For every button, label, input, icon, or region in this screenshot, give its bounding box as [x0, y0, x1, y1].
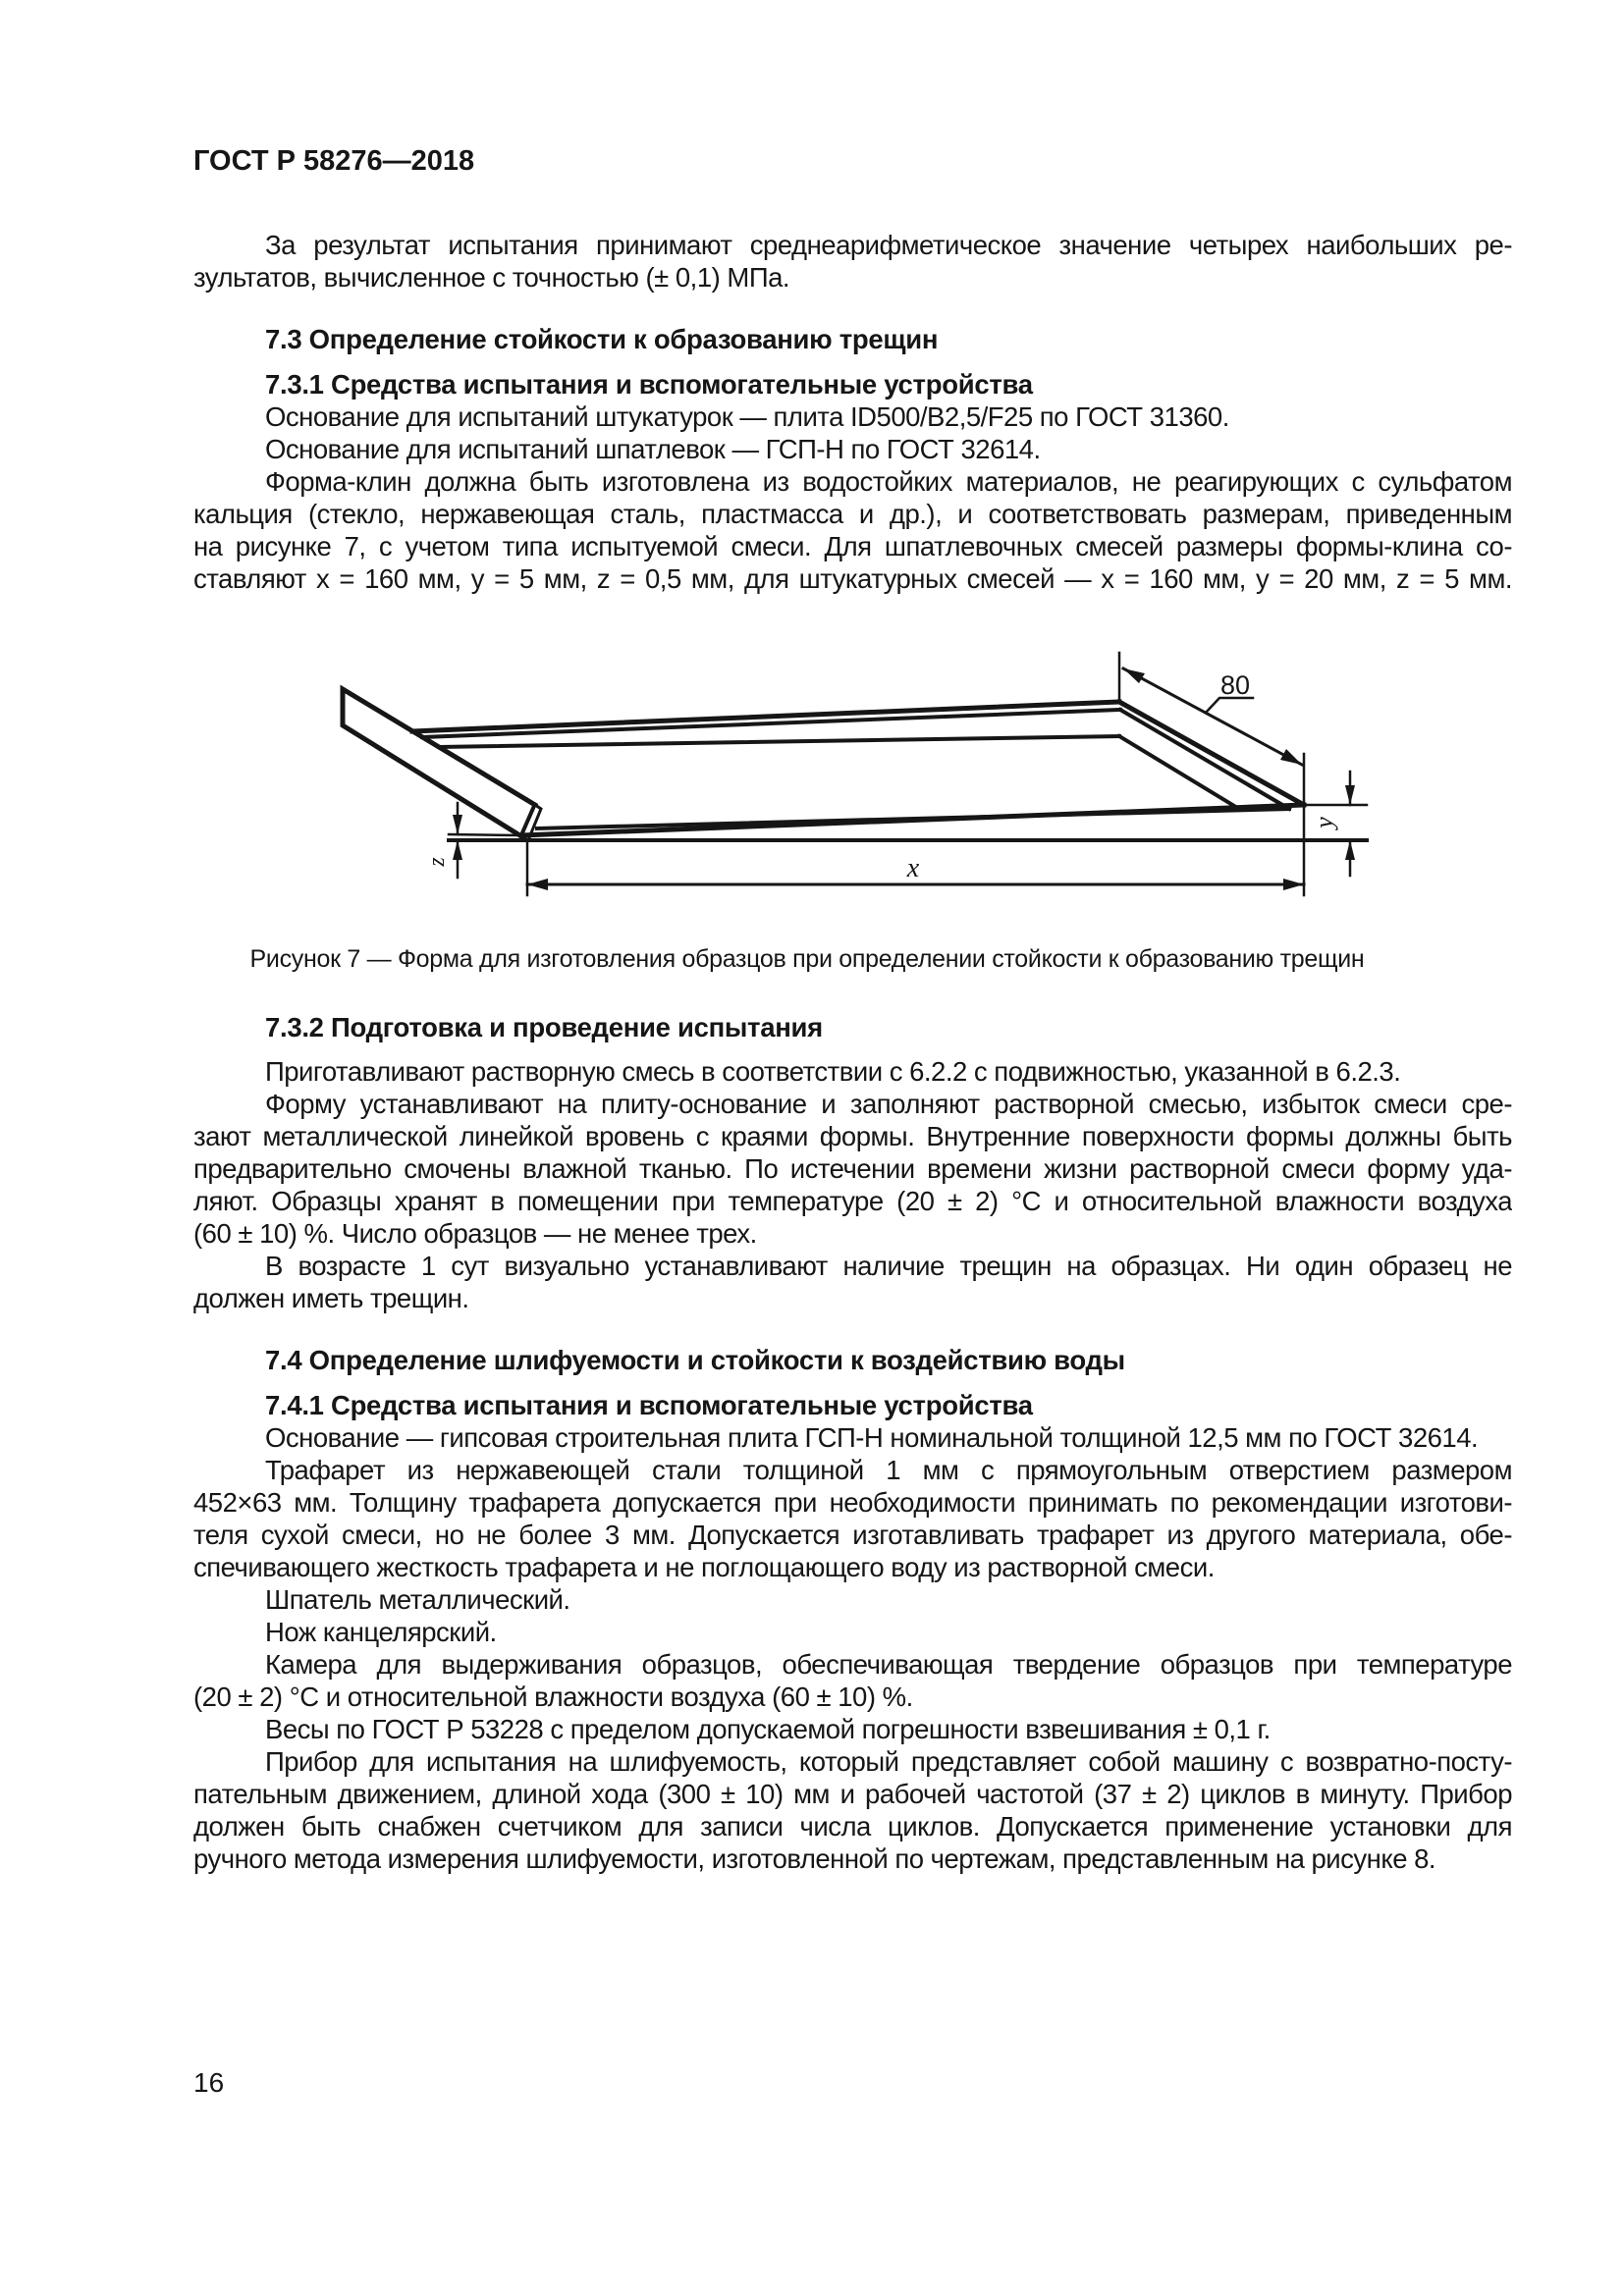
text-line: должен быть снабжен счетчиком для записи числа циклов. Допускается применение установки для	[193, 1811, 1512, 1842]
mould-back-rim-inner	[422, 710, 1120, 737]
text-line: предварительно смочены влажной тканью. По истечении времени жизни растворной смеси форму уда-	[193, 1153, 1512, 1184]
dim-z-arrow-bottom	[453, 840, 462, 860]
dim-z-label: z	[424, 857, 450, 867]
mould-back-rim-outer	[412, 702, 1119, 731]
paragraph-forma	[193, 465, 1512, 595]
text-line: (60 ± 10) %. Число образцов — не менее трех.	[193, 1218, 757, 1249]
dim-x-arrow-right	[1283, 879, 1304, 890]
text-line: Форму устанавливают на плиту-основание и заполняют растворной смесью, избыток смеси сре-	[265, 1089, 1512, 1119]
mould-right-rim-inner	[1120, 710, 1289, 809]
text-line: За результат испытания принимают среднеарифметическое значение четырех наибольших ре-	[265, 230, 1512, 260]
dim-y-arrow-top	[1345, 785, 1355, 805]
text-line: должен иметь трещин.	[193, 1283, 469, 1313]
text-line: Шпатель металлический.	[265, 1584, 570, 1615]
paragraph-bases	[193, 400, 1512, 465]
text-line: В возрасте 1 сут визуально устанавливают наличие трещин на образцах. Ни один образец не	[265, 1251, 1512, 1281]
text-line: ставляют x = 160 мм, y = 5 мм, z = 0,5 мм, для штукатурных смесей — x = 160 мм, y = 20 мм, z = 5 мм.	[193, 563, 1512, 594]
dim-y-arrow-bottom	[1345, 840, 1355, 860]
text-line: зультатов, вычисленное с точностью (± 0,1) МПа.	[193, 262, 790, 293]
heading-7-3: 7.3 Определение стойкости к образованию трещин	[265, 324, 939, 354]
dim-x-label: x	[906, 853, 920, 883]
paragraph-intro	[193, 229, 1512, 294]
dim-80-arrow-bottom	[1280, 749, 1302, 765]
text-line: пательным движением, длиной хода (300 ± 10) мм и рабочей частотой (37 ± 2) циклов в минуту. Прибор	[193, 1779, 1512, 1809]
heading-7-4-1: 7.4.1 Средства испытания и вспомогательные устройства	[265, 1390, 1033, 1420]
text-line: Весы по ГОСТ Р 53228 с пределом допускаемой погрешности взвешивания ± 0,1 г.	[265, 1714, 1271, 1744]
heading-7-3-2: 7.3.2 Подготовка и проведение испытания	[265, 1012, 823, 1042]
text-line: Основание — гипсовая строительная плита ГСП-Н номинальной толщиной 12,5 мм по ГОСТ 32614.	[265, 1422, 1479, 1453]
paragraph-7-3-2	[193, 1055, 1512, 1314]
text-line: Основание для испытаний шпатлевок — ГСП-Н по ГОСТ 32614.	[265, 434, 1041, 464]
paragraph-7-4-1	[193, 1421, 1512, 1875]
text-line: Трафарет из нержавеющей стали толщиной 1 мм с прямоугольным отверстием размером	[265, 1455, 1512, 1485]
mould-front-rim-inner	[537, 809, 1289, 828]
dim-80-arrow-top	[1123, 668, 1145, 683]
wedge-mould-drawing	[295, 628, 1434, 913]
figure-7	[193, 628, 1512, 913]
dim-z-extension	[449, 834, 521, 835]
text-line: теля сухой смеси, но не более 3 мм. Допускается изготавливать трафарет из другого материала, обе-	[193, 1520, 1512, 1550]
text-line: Основание для испытаний штукатурок — плита ID500/B2,5/F25 по ГОСТ 31360.	[265, 401, 1229, 432]
text-line: Прибор для испытания на шлифуемость, который представляет собой машину с возвратно-посту-	[265, 1746, 1512, 1777]
document-header: ГОСТ Р 58276—2018	[193, 145, 475, 177]
heading-7-3-1: 7.3.1 Средства испытания и вспомогательные устройства	[265, 369, 1033, 400]
text-line: (20 ± 2) °С и относительной влажности воздуха (60 ± 10) %.	[193, 1682, 913, 1712]
text-line: Форма-клин должна быть изготовлена из водостойких материалов, не реагирующих с сульфатом	[265, 466, 1512, 497]
text-line: 452×63 мм. Толщину трафарета допускается при необходимости принимать по рекомендации изготови-	[193, 1487, 1512, 1518]
mould-cavity-right-edge	[1119, 736, 1239, 809]
dim-80-label: 80	[1219, 670, 1251, 700]
text-line: Приготавливают растворную смесь в соответствии с 6.2.2 с подвижностью, указанной в 6.2.3.	[265, 1056, 1401, 1087]
dim-y-label: y	[1310, 817, 1338, 828]
text-line: спечивающего жесткость трафарета и не поглощающего воду из растворной смеси.	[193, 1552, 1215, 1582]
dim-80-leader	[1206, 698, 1253, 713]
dim-z-arrow-top	[453, 815, 462, 834]
text-line: на рисунке 7, с учетом типа испытуемой смеси. Для шпатлевочных смесей размеры формы-клина со-	[193, 531, 1512, 561]
text-line: Нож канцелярский.	[265, 1617, 497, 1647]
text-line: кальция (стекло, нержавеющая сталь, пластмасса и др.), и соответствовать размерам, приведенным	[193, 499, 1512, 529]
text-line: Камера для выдерживания образцов, обеспечивающая твердение образцов при температуре	[265, 1649, 1512, 1680]
mould-cavity-back-edge	[439, 736, 1119, 747]
heading-7-4: 7.4 Определение шлифуемости и стойкости к воздействию воды	[265, 1345, 1125, 1375]
text-line: зают металлической линейкой вровень с краями формы. Внутренние поверхности формы должны быть	[193, 1121, 1512, 1151]
text-line: ляют. Образцы хранят в помещении при температуре (20 ± 2) °С и относительной влажности воздуха	[193, 1186, 1512, 1216]
mould-left-wall	[343, 689, 535, 836]
page-number: 16	[193, 2067, 225, 2098]
dim-x-arrow-left	[527, 879, 548, 890]
figure-7-caption: Рисунок 7 — Форма для изготовления образцов при определении стойкости к образованию трещин	[249, 945, 1365, 973]
text-line: ручного метода измерения шлифуемости, изготовленной по чертежам, представленным на рисунке 8.	[193, 1843, 1436, 1874]
